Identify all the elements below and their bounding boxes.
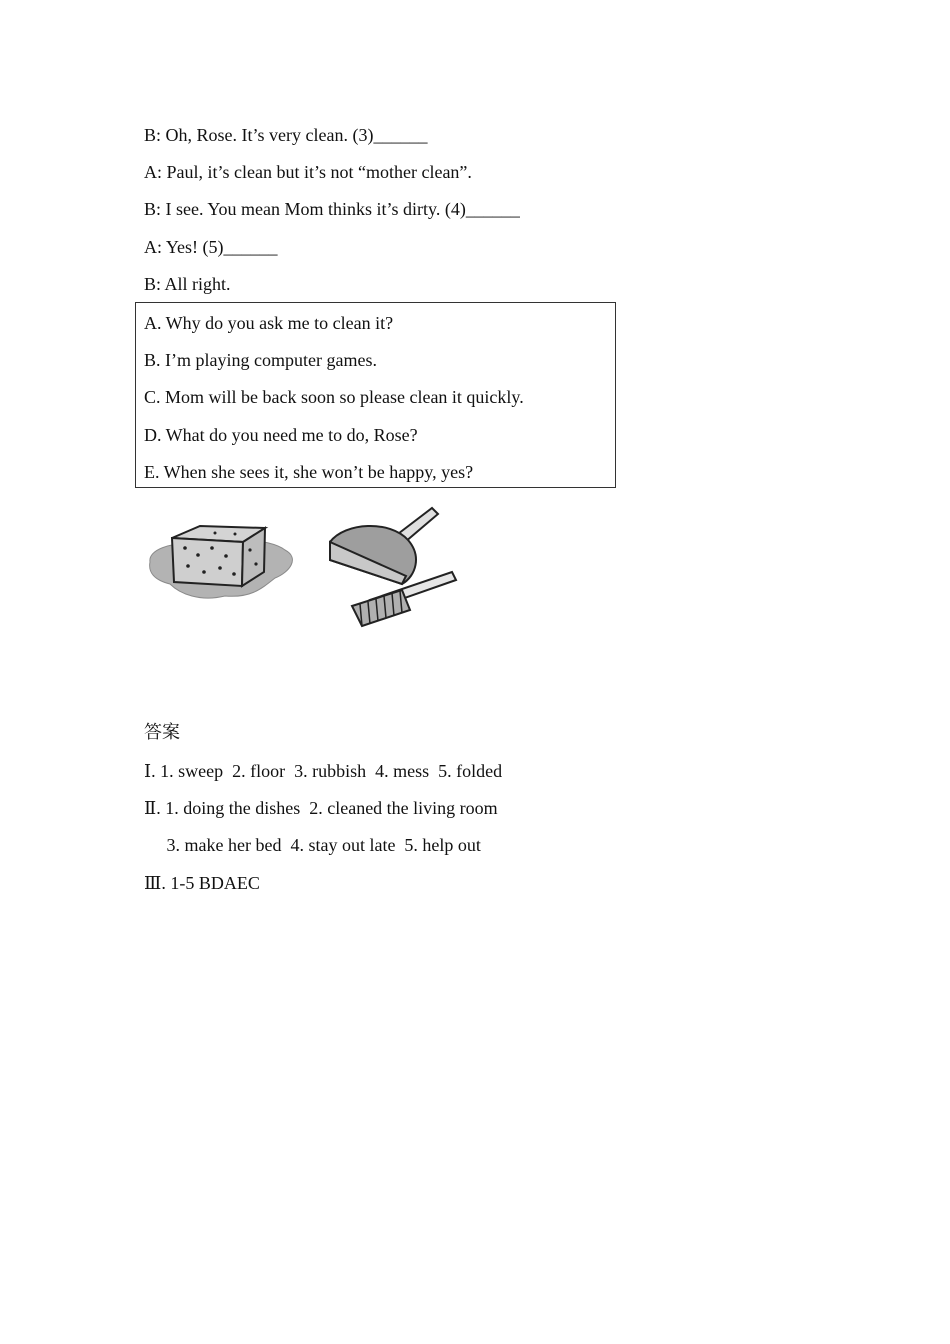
cleaning-pictures [140,500,470,630]
answer-line-2: Ⅱ. 1. doing the dishes 2. cleaned the living room [144,798,498,818]
options-box [135,302,616,488]
dialogue-line-a-1: A: Paul, it’s clean but it’s not “mother clean”. [144,162,472,182]
dustpan-brush-icon [330,508,456,626]
option-d: D. What do you need me to do, Rose? [144,425,418,445]
answer-line-2-cont: 3. make her bed 4. stay out late 5. help out [144,835,481,855]
option-c: C. Mom will be back soon so please clean it quickly. [144,387,524,407]
dialogue-line-b-4: B: I see. You mean Mom thinks it’s dirty. (4)______ [144,199,520,219]
option-b: B. I’m playing computer games. [144,350,377,370]
dialogue-line-a-5: A: Yes! (5)______ [144,237,278,257]
option-a: A. Why do you ask me to clean it? [144,313,394,333]
answers-title: 答案 [144,722,180,743]
option-e: E. When she sees it, she won’t be happy, yes? [144,462,474,482]
answer-line-3: Ⅲ. 1-5 BDAEC [144,873,260,893]
dialogue-line-b-3: B: Oh, Rose. It’s very clean. (3)______ [144,125,428,145]
answer-line-1: Ⅰ. 1. sweep 2. floor 3. rubbish 4. mess 5. folded [144,761,503,781]
dialogue-line-b-end: B: All right. [144,274,231,294]
sponge-puddle-icon [150,526,293,598]
